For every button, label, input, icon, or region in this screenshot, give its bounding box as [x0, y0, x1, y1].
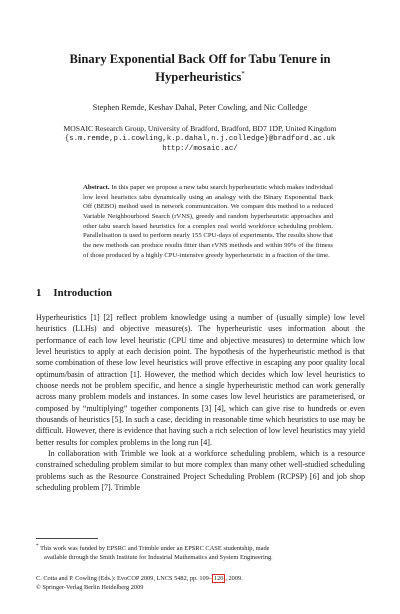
paragraph: Hyperheuristics [1] [2] reflect problem knowledge using a number of (usually simple) low level heuristics (LLHs) and objective measure(s). The hyperheuristic uses information about the performance of each low level heuristic (CPU time and objective measures) to determine which low level heuristics to apply at each decision point. The hypothesis of the hyperheuristic method is that some combination of these low level heuristics will prove effective in escaping any poor quality local optimum/basin of attraction [1]. However, the method which decides which low level heuristics to choose needs not be problem specific, and hence a single hyperheuristic method can work generally across many problem models and instances. In some cases low level heuristics are parameterised, or composed by “multiplying” together components [3] [4], which can give rise to hundreds or even thousands of heuristics [5]. In such a case, deciding in reasonable time which heuristics to use may be difficult. However, there is evidence that having such a rich selection of low level heuristics may yield better results for complex problems in the long run [4]. — [36, 313, 365, 447]
affiliation-url[interactable]: http://mosaic.ac/ — [162, 145, 238, 153]
footnote-line-1: This work was funded by EPSRC and Trimble under an EPSRC CASE studentship, made — [40, 545, 270, 553]
abstract-text: In this paper we propose a new tabu search hyperheuristic which makes individual low level heuristics tabu dynamically using an analogy with the Binary Exponential Back Off (BEBO) method used in network communication. We compare this method to a reduced Variable Neighbourhood Search (rVNS), greedy and random hyperheuristic approaches and other tabu search based heuristics for a complex real world workforce scheduling problem. Parallelisation is used to perform nearly 155 CPU-days of experiments. The results show that the new methods can produce results fitter than rVNS methods and within 99% of the fitness of those produced by a highly CPU-intensive greedy hyperheuristic in a fraction of the time. — [83, 184, 333, 259]
copyright-line: © Springer-Verlag Berlin Heidelberg 2009 — [36, 583, 144, 591]
citation-year: , 2009. — [225, 575, 243, 582]
footnote-line-2: available through the Smith Institute for Industrial Mathematics and System Engineering. — [44, 554, 273, 562]
citation-line — [36, 575, 365, 584]
body-text — [36, 312, 365, 494]
highlighted-page-number: 120 — [213, 575, 224, 582]
title-line-2-text: Hyperheuristics — [155, 70, 242, 85]
affiliation-institution: MOSAIC Research Group, University of Bradford, Bradford, BD7 1DP, United Kingdom — [63, 124, 337, 133]
section-heading — [36, 287, 112, 299]
title-line-2 — [40, 67, 360, 85]
section-number: 1 — [36, 287, 42, 299]
paragraph: In collaboration with Trimble we look at a workforce scheduling problem, which is a resource constrained scheduling problem similar to but more complex than many other well-studied scheduling problems such as the Resource Constrained Project Scheduling Problem (RCPSP) [6] and job shop scheduling problem [7]. Trimble — [36, 449, 365, 493]
citation-text: C. Cotta and P. Cowling (Eds.): EvoCOP 2009, LNCS 5482, pp. 109– — [36, 575, 212, 582]
footnote-mark: * — [36, 543, 39, 549]
page-footer — [36, 575, 365, 592]
author-list: Stephen Remde, Keshav Dahal, Peter Cowling, and Nic Colledge — [92, 103, 308, 112]
abstract-label: Abstract. — [83, 184, 110, 191]
paper-title — [40, 52, 360, 85]
title-footnote-mark: * — [241, 70, 245, 78]
abstract — [83, 183, 333, 260]
title-line-1: Binary Exponential Back Off for Tabu Tenure in — [69, 52, 331, 66]
section-title: Introduction — [53, 287, 113, 299]
footnote — [36, 542, 365, 562]
affiliation-emails: {s.m.remde,p.i.cowling,k.p.dahal,n.j.colledge}@bradford.ac.uk — [64, 135, 336, 143]
footnote-rule — [36, 538, 98, 539]
affiliation — [30, 124, 370, 154]
